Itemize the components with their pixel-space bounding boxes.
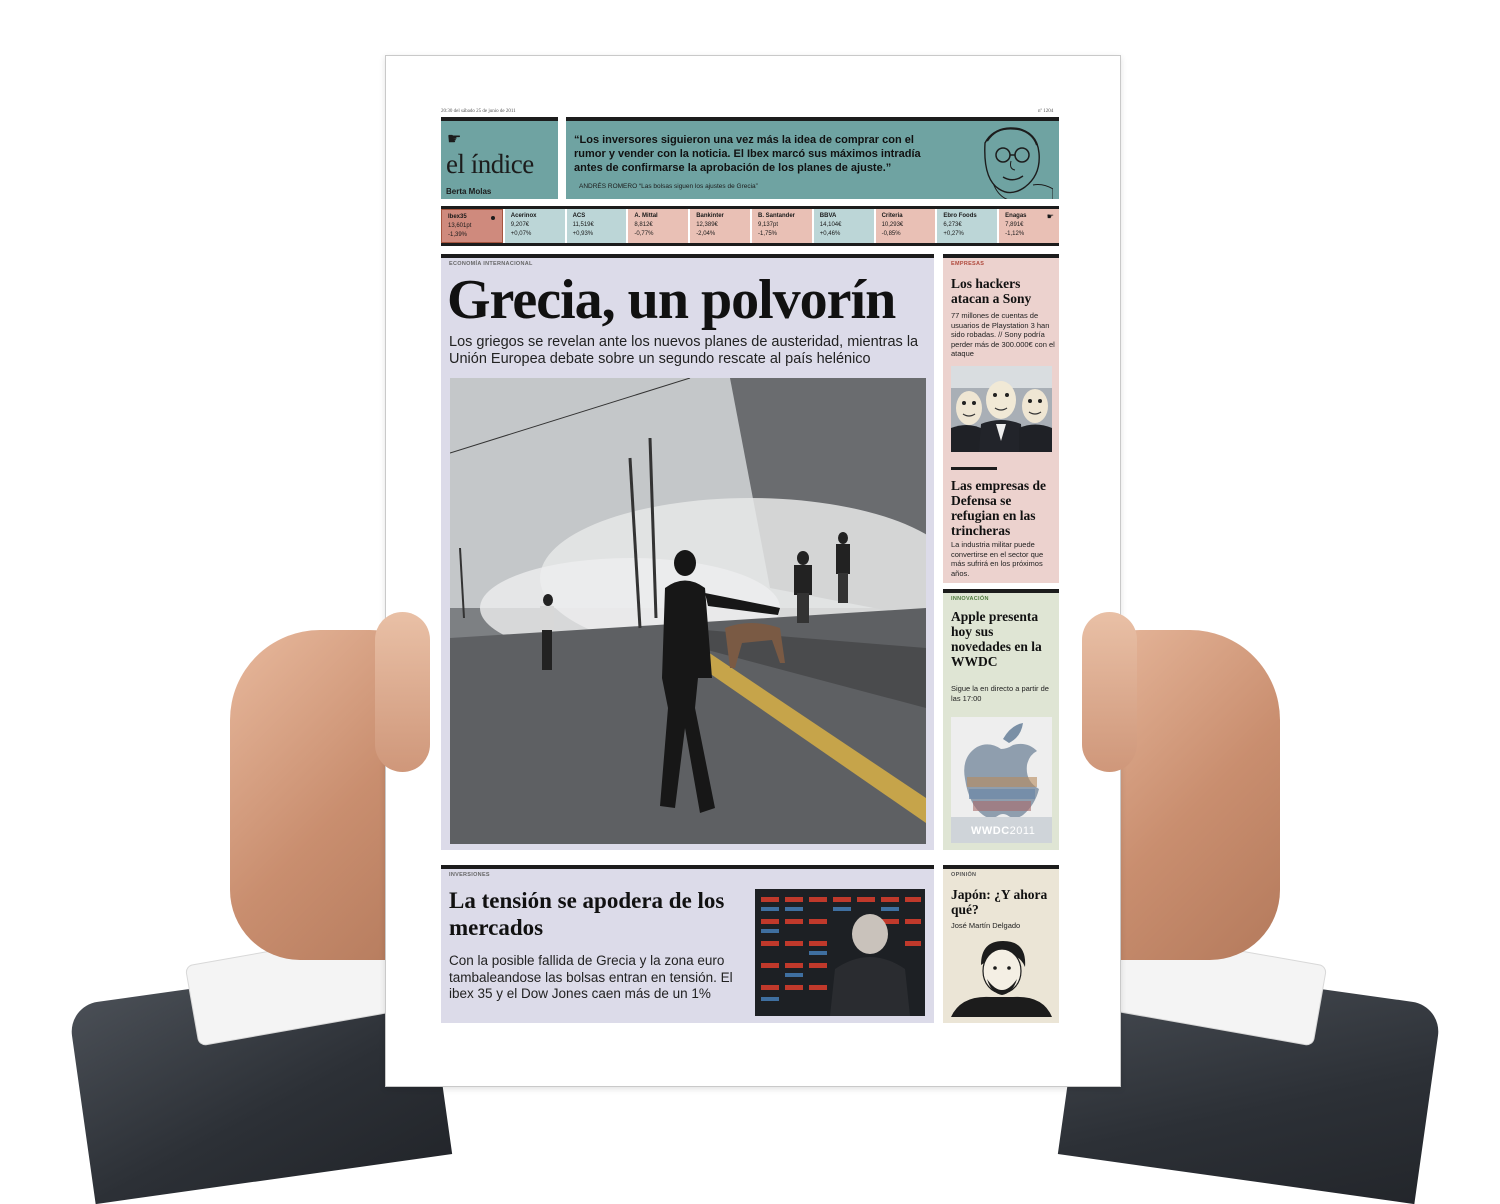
logo: el índice bbox=[446, 149, 534, 179]
portrait-illustration-icon bbox=[963, 123, 1053, 199]
wwdc-label-bold: WWDC bbox=[971, 825, 1010, 837]
ticker-name: Enagas bbox=[1005, 213, 1027, 219]
ticker-change: +0,27% bbox=[943, 231, 964, 237]
main-photo[interactable] bbox=[450, 378, 926, 844]
ticker-change: -0,77% bbox=[634, 231, 654, 237]
ticker-price: 13,601pt bbox=[448, 223, 472, 229]
ticker-item[interactable] bbox=[935, 209, 997, 243]
columnist-illustration[interactable] bbox=[951, 937, 1052, 1017]
ticker-item[interactable] bbox=[874, 209, 936, 243]
ticker-change: -1,75% bbox=[757, 231, 777, 237]
ticker-name: Criteria bbox=[881, 213, 903, 219]
ticker-price: 6,273€ bbox=[943, 222, 962, 228]
card-innovacion[interactable] bbox=[943, 589, 1059, 850]
anonymous-masks-photo[interactable] bbox=[951, 366, 1052, 452]
section-label: INVERSIONES bbox=[449, 872, 490, 878]
ticker-item[interactable] bbox=[750, 209, 812, 243]
ticker-price: 9,137pt bbox=[757, 222, 779, 228]
featured-quote[interactable] bbox=[566, 117, 1059, 199]
story-summary: La industria militar puede convertirse en el sector que más sufrirá en los próximos años. bbox=[951, 540, 1044, 578]
story-summary: Sigue la en directo a partir de las 17:00 bbox=[951, 684, 1049, 703]
right-thumb bbox=[1082, 612, 1137, 772]
ticker-item[interactable] bbox=[626, 209, 688, 243]
main-headline[interactable]: Grecia, un polvorín bbox=[447, 269, 896, 331]
wwdc-photo[interactable] bbox=[951, 717, 1052, 843]
main-story[interactable] bbox=[441, 254, 934, 850]
section-label: OPINIÓN bbox=[951, 872, 977, 878]
ticker-item[interactable] bbox=[441, 209, 503, 243]
ticker-change: -2,04% bbox=[696, 231, 716, 237]
ticker-price: 8,812€ bbox=[634, 222, 653, 228]
masthead-author: Berta Molas bbox=[446, 187, 492, 196]
ticker-change: +0,07% bbox=[510, 231, 532, 237]
dateline: 20:30 del sábado 25 de junio de 2011 bbox=[441, 109, 516, 114]
stock-board-illustration bbox=[755, 889, 925, 1016]
ticker-name: B. Santander bbox=[757, 213, 795, 219]
live-dot-icon bbox=[491, 216, 495, 220]
quote-text: “Los inversores siguieron una vez más la idea de comprar con el rumor y vender con la noticia. El Ibex marcó sus máximos intradía antes de confirmarse la aprobación de los planes de ajuste.” bbox=[574, 134, 921, 174]
ticker-name: Acerinox bbox=[510, 213, 537, 219]
left-thumb bbox=[375, 612, 430, 772]
ticker-change: -1,12% bbox=[1005, 231, 1025, 237]
card-inversiones[interactable] bbox=[441, 865, 934, 1023]
ticker-item[interactable] bbox=[997, 209, 1059, 243]
story-title[interactable]: Apple presenta hoy sus novedades en la WWDC bbox=[951, 609, 1042, 669]
story-title[interactable]: Los hackers atacan a Sony bbox=[951, 276, 1032, 306]
ticker-name: Bankinter bbox=[696, 213, 724, 219]
ticker-change: +0,93% bbox=[572, 231, 594, 237]
ticker-price: 7,891€ bbox=[1005, 222, 1024, 228]
story-title[interactable]: Las empresas de Defensa se refugian en las trincheras bbox=[951, 478, 1047, 538]
stock-ticker bbox=[441, 206, 1059, 246]
wwdc-label bbox=[971, 825, 1035, 837]
columnist-portrait-icon bbox=[951, 937, 1052, 1017]
section-label: INNOVACIÓN bbox=[951, 596, 989, 602]
story-title[interactable]: La tensión se apodera de los mercados bbox=[449, 888, 725, 940]
ticker-name: Ebro Foods bbox=[943, 213, 977, 219]
riot-photo-illustration bbox=[450, 378, 926, 844]
story-summary: Con la posible fallida de Grecia y la zona euro tambaleandose las bolsas entran en tensión. El ibex 35 y el Dow Jones caen más de un 1% bbox=[449, 953, 733, 1001]
ticker-name: Ibex35 bbox=[448, 214, 467, 220]
ticker-change: -1,39% bbox=[448, 232, 468, 238]
quote-credit: ANDRÉS ROMERO “Las bolsas siguen los ajustes de Grecia” bbox=[579, 183, 758, 190]
ticker-item[interactable] bbox=[688, 209, 750, 243]
masthead[interactable] bbox=[441, 117, 558, 199]
story-summary: 77 millones de cuentas de usuarios de Playstation 3 han sido robadas. // Sony podría perder más de 300.000€ con el ataque bbox=[951, 311, 1055, 358]
ticker-change: -0,85% bbox=[881, 231, 901, 237]
ticker-price: 10,293€ bbox=[881, 222, 904, 228]
ticker-name: BBVA bbox=[819, 213, 837, 219]
ticker-item[interactable] bbox=[812, 209, 874, 243]
column-author: José Martín Delgado bbox=[951, 921, 1021, 930]
card-empresas[interactable] bbox=[943, 254, 1059, 583]
wwdc-label-year: 2011 bbox=[1009, 825, 1036, 837]
story-title[interactable]: Japón: ¿Y ahora qué? bbox=[951, 887, 1048, 917]
pointing-hand-icon: ☛ bbox=[447, 131, 462, 148]
card-opinion[interactable] bbox=[943, 865, 1059, 1023]
ticker-name: A. Mittal bbox=[634, 213, 658, 219]
section-label: ECONOMÍA INTERNACIONAL bbox=[449, 261, 533, 267]
ticker-price: 9,207€ bbox=[510, 222, 530, 228]
ticker-price: 14,104€ bbox=[819, 222, 842, 228]
ticker-name: ACS bbox=[572, 213, 586, 219]
masks-illustration bbox=[951, 366, 1052, 452]
ticker-change: +0,46% bbox=[819, 231, 841, 237]
ticker-price: 11,519€ bbox=[572, 222, 594, 228]
ticker-item[interactable] bbox=[565, 209, 627, 243]
next-arrow-icon[interactable]: ☛ bbox=[1046, 212, 1054, 221]
stock-board-photo[interactable] bbox=[755, 889, 925, 1016]
divider bbox=[951, 467, 997, 470]
section-label: EMPRESAS bbox=[951, 261, 985, 267]
issue-number: nº 1204 bbox=[1038, 109, 1054, 114]
ticker-item[interactable] bbox=[503, 209, 565, 243]
main-dek: Los griegos se revelan ante los nuevos planes de austeridad, mientras la Unión Europea debate sobre un segundo rescate al país helénico bbox=[449, 334, 919, 367]
ticker-price: 12,389€ bbox=[696, 222, 718, 228]
